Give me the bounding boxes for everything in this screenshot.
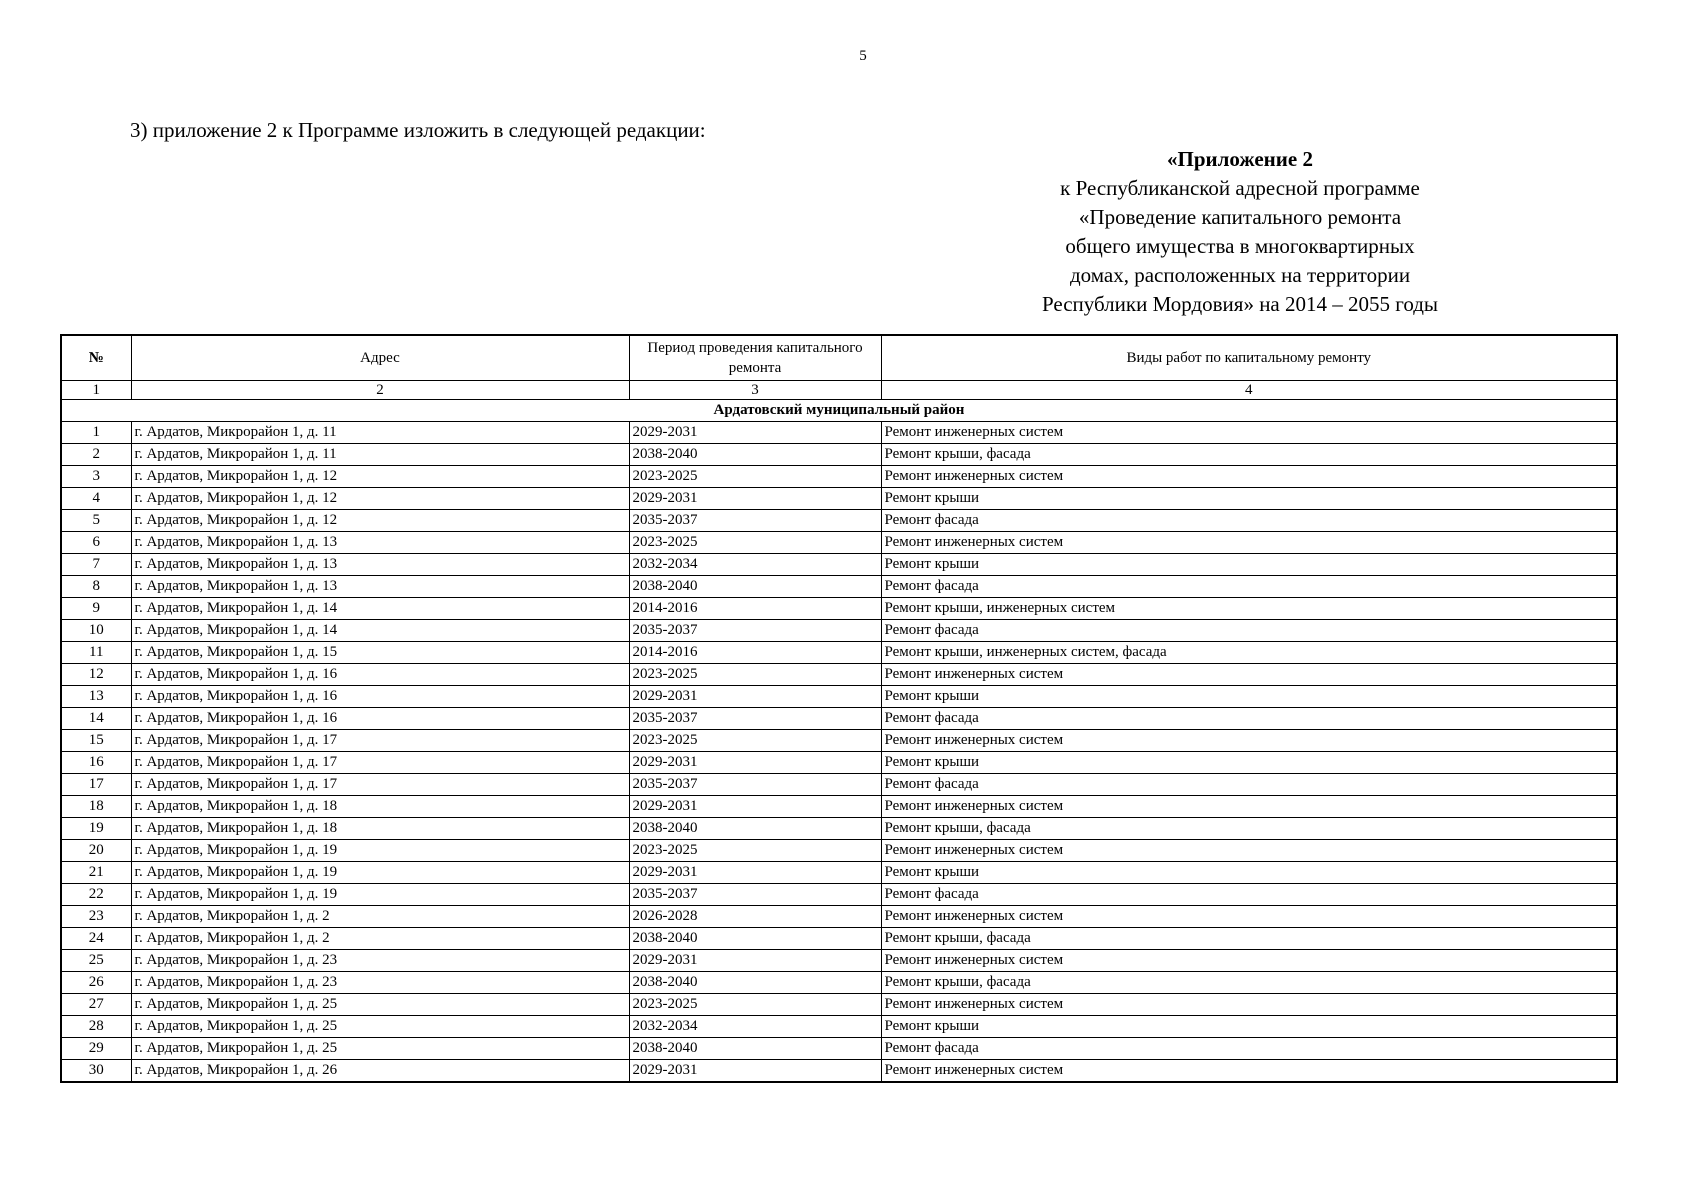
row-address: г. Ардатов, Микрорайон 1, д. 19 <box>131 884 629 906</box>
row-address: г. Ардатов, Микрорайон 1, д. 17 <box>131 752 629 774</box>
row-number: 25 <box>61 950 131 972</box>
row-period: 2014-2016 <box>629 642 881 664</box>
row-address: г. Ардатов, Микрорайон 1, д. 15 <box>131 642 629 664</box>
table-row <box>61 620 1617 642</box>
row-address: г. Ардатов, Микрорайон 1, д. 26 <box>131 1060 629 1083</box>
row-number: 23 <box>61 906 131 928</box>
row-work-type: Ремонт инженерных систем <box>881 906 1617 928</box>
row-address: г. Ардатов, Микрорайон 1, д. 12 <box>131 466 629 488</box>
row-number: 13 <box>61 686 131 708</box>
row-period: 2035-2037 <box>629 620 881 642</box>
row-work-type: Ремонт крыши <box>881 554 1617 576</box>
row-period: 2035-2037 <box>629 884 881 906</box>
header-number: № <box>61 335 131 381</box>
row-address: г. Ардатов, Микрорайон 1, д. 25 <box>131 1016 629 1038</box>
row-number: 27 <box>61 994 131 1016</box>
row-number: 5 <box>61 510 131 532</box>
row-period: 2023-2025 <box>629 840 881 862</box>
row-work-type: Ремонт инженерных систем <box>881 422 1617 444</box>
row-period: 2038-2040 <box>629 818 881 840</box>
table-row <box>61 972 1617 994</box>
row-work-type: Ремонт инженерных систем <box>881 664 1617 686</box>
row-work-type: Ремонт фасада <box>881 884 1617 906</box>
table-row <box>61 598 1617 620</box>
row-address: г. Ардатов, Микрорайон 1, д. 25 <box>131 994 629 1016</box>
row-period: 2029-2031 <box>629 686 881 708</box>
row-address: г. Ардатов, Микрорайон 1, д. 23 <box>131 950 629 972</box>
row-period: 2026-2028 <box>629 906 881 928</box>
table-row <box>61 818 1617 840</box>
row-period: 2038-2040 <box>629 444 881 466</box>
row-number: 4 <box>61 488 131 510</box>
table-row <box>61 466 1617 488</box>
row-work-type: Ремонт инженерных систем <box>881 950 1617 972</box>
column-number-label: 3 <box>629 381 881 400</box>
row-period: 2035-2037 <box>629 510 881 532</box>
row-work-type: Ремонт инженерных систем <box>881 730 1617 752</box>
row-period: 2029-2031 <box>629 422 881 444</box>
table-row <box>61 422 1617 444</box>
row-work-type: Ремонт фасада <box>881 510 1617 532</box>
row-address: г. Ардатов, Микрорайон 1, д. 23 <box>131 972 629 994</box>
row-period: 2032-2034 <box>629 554 881 576</box>
row-number: 26 <box>61 972 131 994</box>
table-row <box>61 532 1617 554</box>
row-period: 2029-2031 <box>629 796 881 818</box>
column-number-label: 4 <box>881 381 1617 400</box>
row-period: 2023-2025 <box>629 664 881 686</box>
table-row <box>61 1016 1617 1038</box>
appendix-line: общего имущества в многоквартирных <box>1065 234 1415 258</box>
table-row <box>61 554 1617 576</box>
appendix-heading <box>1000 145 1480 319</box>
header-period: Период проведения капитального ремонта <box>629 335 881 381</box>
table-row <box>61 708 1617 730</box>
row-address: г. Ардатов, Микрорайон 1, д. 14 <box>131 598 629 620</box>
row-period: 2035-2037 <box>629 708 881 730</box>
row-period: 2035-2037 <box>629 774 881 796</box>
row-address: г. Ардатов, Микрорайон 1, д. 11 <box>131 422 629 444</box>
row-number: 8 <box>61 576 131 598</box>
table-row <box>61 730 1617 752</box>
table-row <box>61 950 1617 972</box>
table-row <box>61 906 1617 928</box>
table-row <box>61 796 1617 818</box>
table-row <box>61 444 1617 466</box>
row-work-type: Ремонт инженерных систем <box>881 532 1617 554</box>
row-work-type: Ремонт крыши, инженерных систем <box>881 598 1617 620</box>
table-body <box>61 400 1617 1083</box>
row-period: 2023-2025 <box>629 532 881 554</box>
appendix-title: «Приложение 2 <box>1167 147 1313 171</box>
appendix-line: домах, расположенных на территории <box>1069 263 1411 287</box>
row-period: 2029-2031 <box>629 488 881 510</box>
table-row <box>61 840 1617 862</box>
repair-schedule-table <box>60 334 1618 1083</box>
row-work-type: Ремонт инженерных систем <box>881 840 1617 862</box>
appendix-line: к Республиканской адресной программе <box>1060 176 1420 200</box>
row-number: 20 <box>61 840 131 862</box>
row-number: 10 <box>61 620 131 642</box>
row-work-type: Ремонт крыши, фасада <box>881 972 1617 994</box>
table-row <box>61 862 1617 884</box>
appendix-line: «Проведение капитального ремонта <box>1078 205 1402 229</box>
intro-paragraph: 3) приложение 2 к Программе изложить в следующей редакции: <box>130 118 706 142</box>
table-row <box>61 488 1617 510</box>
row-work-type: Ремонт инженерных систем <box>881 994 1617 1016</box>
row-work-type: Ремонт инженерных систем <box>881 466 1617 488</box>
row-number: 3 <box>61 466 131 488</box>
row-number: 16 <box>61 752 131 774</box>
row-number: 15 <box>61 730 131 752</box>
row-address: г. Ардатов, Микрорайон 1, д. 12 <box>131 510 629 532</box>
row-number: 14 <box>61 708 131 730</box>
row-work-type: Ремонт фасада <box>881 576 1617 598</box>
row-address: г. Ардатов, Микрорайон 1, д. 16 <box>131 708 629 730</box>
row-address: г. Ардатов, Микрорайон 1, д. 13 <box>131 576 629 598</box>
table-row <box>61 1060 1617 1083</box>
row-work-type: Ремонт крыши <box>881 1016 1617 1038</box>
table-row <box>61 928 1617 950</box>
row-period: 2023-2025 <box>629 994 881 1016</box>
row-period: 2029-2031 <box>629 1060 881 1083</box>
row-address: г. Ардатов, Микрорайон 1, д. 18 <box>131 818 629 840</box>
row-period: 2023-2025 <box>629 730 881 752</box>
row-period: 2029-2031 <box>629 752 881 774</box>
row-number: 21 <box>61 862 131 884</box>
row-work-type: Ремонт крыши, инженерных систем, фасада <box>881 642 1617 664</box>
column-number-label: 2 <box>131 381 629 400</box>
row-address: г. Ардатов, Микрорайон 1, д. 19 <box>131 840 629 862</box>
row-work-type: Ремонт крыши, фасада <box>881 444 1617 466</box>
row-period: 2014-2016 <box>629 598 881 620</box>
row-number: 24 <box>61 928 131 950</box>
row-work-type: Ремонт фасада <box>881 620 1617 642</box>
row-number: 1 <box>61 422 131 444</box>
row-number: 18 <box>61 796 131 818</box>
table-row <box>61 884 1617 906</box>
row-address: г. Ардатов, Микрорайон 1, д. 17 <box>131 774 629 796</box>
row-number: 9 <box>61 598 131 620</box>
header-work-types: Виды работ по капитальному ремонту <box>881 335 1617 381</box>
table-row <box>61 1038 1617 1060</box>
table-row <box>61 774 1617 796</box>
table-row <box>61 994 1617 1016</box>
row-address: г. Ардатов, Микрорайон 1, д. 19 <box>131 862 629 884</box>
row-number: 2 <box>61 444 131 466</box>
row-period: 2023-2025 <box>629 466 881 488</box>
row-work-type: Ремонт инженерных систем <box>881 796 1617 818</box>
row-work-type: Ремонт крыши <box>881 752 1617 774</box>
row-work-type: Ремонт крыши <box>881 686 1617 708</box>
table-row <box>61 664 1617 686</box>
row-period: 2038-2040 <box>629 972 881 994</box>
column-number-label: 1 <box>61 381 131 400</box>
section-row <box>61 400 1617 422</box>
row-period: 2038-2040 <box>629 576 881 598</box>
row-address: г. Ардатов, Микрорайон 1, д. 13 <box>131 532 629 554</box>
row-number: 28 <box>61 1016 131 1038</box>
table-row <box>61 576 1617 598</box>
row-number: 22 <box>61 884 131 906</box>
row-work-type: Ремонт фасада <box>881 708 1617 730</box>
row-address: г. Ардатов, Микрорайон 1, д. 11 <box>131 444 629 466</box>
table-row <box>61 752 1617 774</box>
table-row <box>61 642 1617 664</box>
row-work-type: Ремонт крыши, фасада <box>881 818 1617 840</box>
page-number: 5 <box>859 48 867 64</box>
row-address: г. Ардатов, Микрорайон 1, д. 18 <box>131 796 629 818</box>
row-number: 19 <box>61 818 131 840</box>
row-period: 2038-2040 <box>629 928 881 950</box>
row-number: 30 <box>61 1060 131 1083</box>
row-period: 2029-2031 <box>629 950 881 972</box>
row-address: г. Ардатов, Микрорайон 1, д. 25 <box>131 1038 629 1060</box>
row-address: г. Ардатов, Микрорайон 1, д. 13 <box>131 554 629 576</box>
row-period: 2032-2034 <box>629 1016 881 1038</box>
row-work-type: Ремонт фасада <box>881 774 1617 796</box>
row-number: 29 <box>61 1038 131 1060</box>
section-title: Ардатовский муниципальный район <box>61 400 1617 422</box>
row-address: г. Ардатов, Микрорайон 1, д. 12 <box>131 488 629 510</box>
row-work-type: Ремонт крыши <box>881 488 1617 510</box>
appendix-line: Республики Мордовия» на 2014 – 2055 годы <box>1041 292 1439 316</box>
row-work-type: Ремонт крыши <box>881 862 1617 884</box>
table-row <box>61 686 1617 708</box>
row-number: 11 <box>61 642 131 664</box>
table-row <box>61 510 1617 532</box>
row-number: 7 <box>61 554 131 576</box>
row-work-type: Ремонт инженерных систем <box>881 1060 1617 1083</box>
row-address: г. Ардатов, Микрорайон 1, д. 2 <box>131 906 629 928</box>
row-work-type: Ремонт фасада <box>881 1038 1617 1060</box>
row-address: г. Ардатов, Микрорайон 1, д. 2 <box>131 928 629 950</box>
row-number: 6 <box>61 532 131 554</box>
row-number: 12 <box>61 664 131 686</box>
row-address: г. Ардатов, Микрорайон 1, д. 16 <box>131 664 629 686</box>
row-period: 2029-2031 <box>629 862 881 884</box>
row-number: 17 <box>61 774 131 796</box>
row-work-type: Ремонт крыши, фасада <box>881 928 1617 950</box>
header-address: Адрес <box>131 335 629 381</box>
row-address: г. Ардатов, Микрорайон 1, д. 16 <box>131 686 629 708</box>
row-address: г. Ардатов, Микрорайон 1, д. 17 <box>131 730 629 752</box>
row-address: г. Ардатов, Микрорайон 1, д. 14 <box>131 620 629 642</box>
row-period: 2038-2040 <box>629 1038 881 1060</box>
